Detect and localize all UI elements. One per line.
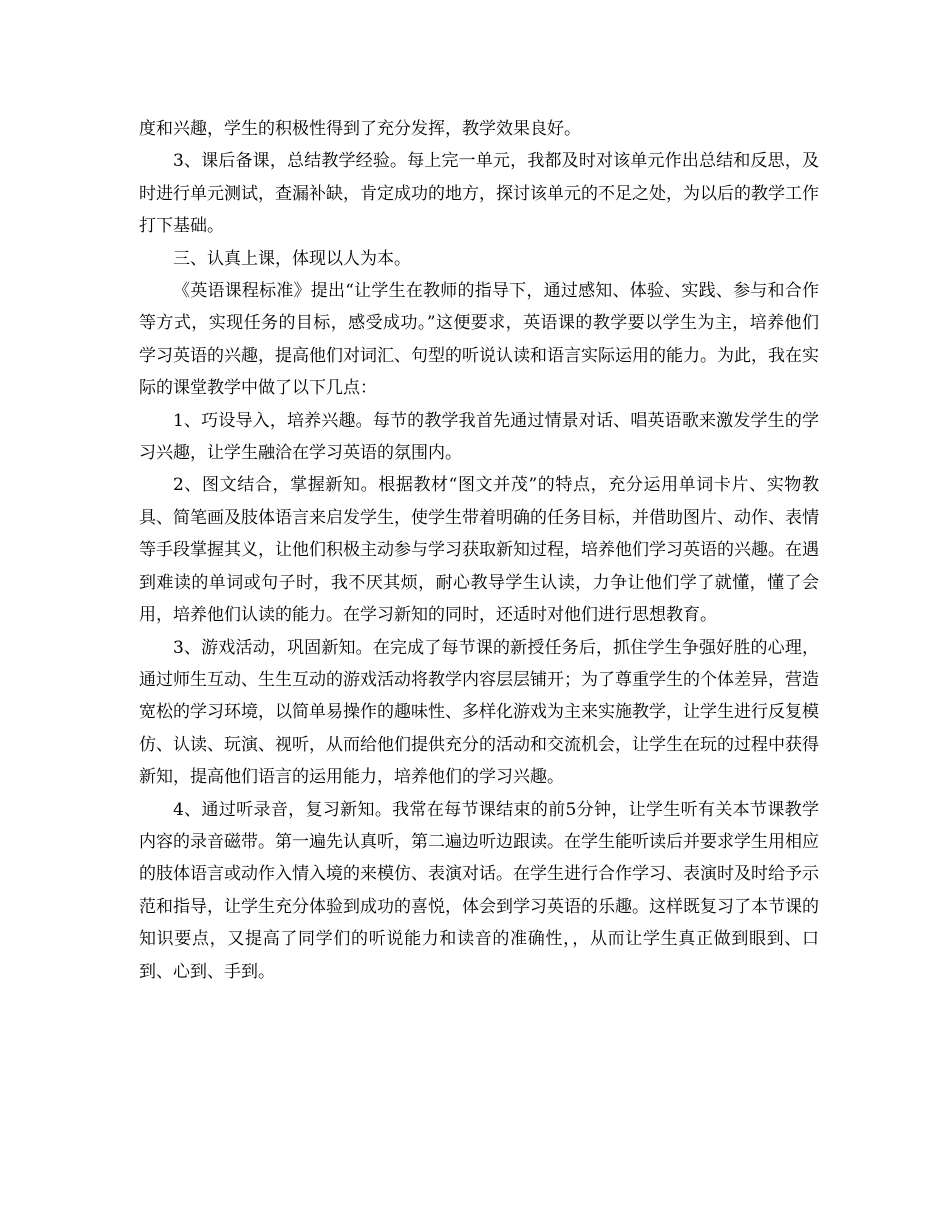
paragraph-7: 4、通过听录音，复习新知。我常在每节课结束的前5分钟，让学生听有关本节课教学内容的录音磁带。第一遍先认真听，第二遍边听边跟读。在学生能听读后并要求学生用相应的肢体语言或动作入情入境的来模仿、表演对话。在学生进行合作学习、表演时及时给予示范和指导，让学生充分体验到成功的喜悦，体会到学习英语的乐趣。这样既复习了本节课的知识要点，又提高了同学们的听说能力和读音的准确性，，从而让学生真正做到眼到、口到、心到、手到。: [139, 799, 819, 982]
paragraph-6: 3、游戏活动，巩固新知。在完成了每节课的新授任务后，抓住学生争强好胜的心理，通过师生互动、生生互动的游戏活动将教学内容层层铺开；为了尊重学生的个体差异，营造宽松的学习环境，以简单易操作的趣味性、多样化游戏为主来实施教学，让学生进行反复模仿、认读、玩演、视听，从而给他们提供充分的活动和交流机会，让学生在玩的过程中获得新知，提高他们语言的运用能力，培养他们的学习兴趣。: [139, 637, 819, 788]
paragraph-4: 1、巧设导入，培养兴趣。每节的教学我首先通过情景对话、唱英语歌来激发学生的学习兴趣，让学生融洽在学习英语的氛围内。: [139, 410, 819, 464]
paragraph-1: 度和兴趣，学生的积极性得到了充分发挥，教学效果良好。: [139, 119, 581, 139]
paragraph-5: 2、图文结合，掌握新知。根据教材“图文并茂”的特点，充分运用单词卡片、实物教具、简笔画及肢体语言来启发学生，使学生带着明确的任务目标，并借助图片、动作、表情等手段掌握其义，让他们积极主动参与学习获取新知过程，培养他们学习英语的兴趣。在遇到难读的单词或句子时，我不厌其烦，耐心教导学生认读，力争让他们学了就懂，懂了会用，培养他们认读的能力。在学习新知的同时，还适时对他们进行思想教育。: [139, 475, 819, 626]
document-page: [139, 113, 819, 988]
section-heading: 三、认真上课，体现以人为本。: [173, 248, 411, 269]
paragraph-2: 3、课后备课，总结教学经验。每上完一单元，我都及时对该单元作出总结和反思，及时进行单元测试，查漏补缺，肯定成功的地方，探讨该单元的不足之处，为以后的教学工作打下基础。: [139, 151, 819, 237]
paragraph-3: 《英语课程标准》提出“让学生在教师的指导下，通过感知、体验、实践、参与和合作等方式，实现任务的目标，感受成功。”这便要求，英语课的教学要以学生为主，培养他们学习英语的兴趣，提高他们对词汇、句型的听说认读和语言实际运用的能力。为此，我在实际的课堂教学中做了以下几点：: [139, 281, 819, 399]
